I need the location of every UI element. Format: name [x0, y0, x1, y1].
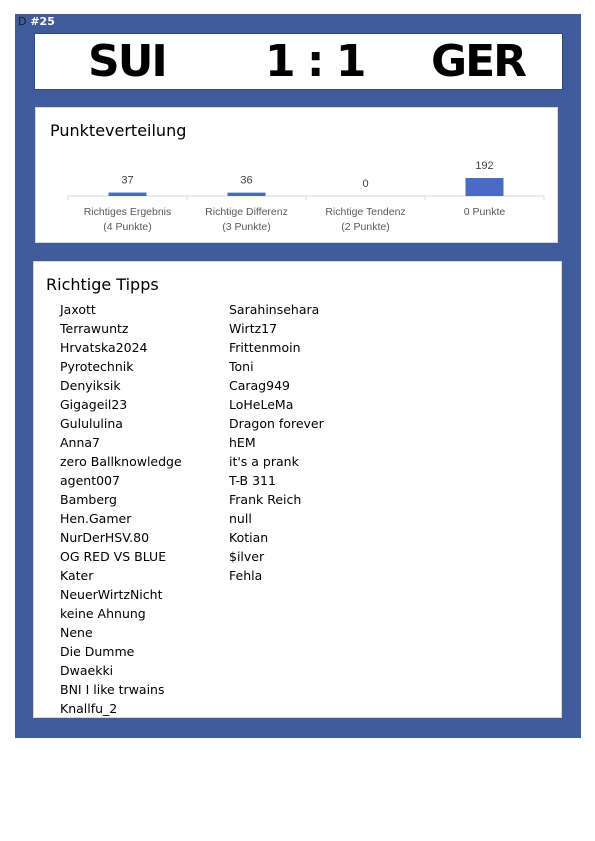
tip-name: Hrvatska2024 — [60, 340, 148, 355]
bar — [109, 193, 147, 196]
tip-name: Die Dumme — [60, 644, 135, 659]
tip-name: Carag949 — [229, 378, 290, 393]
distribution-panel — [35, 107, 558, 243]
tip-name: Sarahinsehara — [229, 302, 320, 317]
tips-panel — [33, 261, 562, 718]
tip-name: Dragon forever — [229, 416, 324, 431]
tip-name: Hen.Gamer — [60, 511, 132, 526]
tip-name: Nene — [60, 625, 93, 640]
match-id: #25 — [30, 15, 55, 28]
category-label: Richtige Differenz — [205, 206, 288, 218]
match-score: 1 : 1 — [265, 36, 365, 87]
tip-name: Pyrotechnik — [60, 359, 134, 374]
tip-name: keine Ahnung — [60, 606, 146, 621]
category-label: (2 Punkte) — [341, 221, 390, 233]
tip-name: null — [229, 511, 252, 526]
match-tag — [18, 15, 55, 28]
tip-name: it's a prank — [229, 454, 299, 469]
category-label: (3 Punkte) — [222, 221, 271, 233]
data-label: 36 — [240, 174, 253, 187]
category-label: (4 Punkte) — [103, 221, 152, 233]
tip-name: Gulululina — [60, 416, 123, 431]
tip-name: LoHeLeMa — [229, 397, 294, 412]
tip-name: Anna7 — [60, 435, 101, 450]
tip-name: Kotian — [229, 530, 269, 545]
tips-column-1 — [60, 300, 182, 718]
tip-name: NurDerHSV.80 — [60, 530, 150, 545]
match-id-prefix: D — [18, 15, 27, 28]
tip-name: Toni — [229, 359, 254, 374]
away-team: GER — [431, 36, 526, 87]
category-label: 0 Punkte — [463, 206, 506, 218]
category-label: Richtige Tendenz — [325, 206, 406, 218]
distribution-title: Punkteverteilung — [50, 121, 187, 140]
category-label: Richtiges Ergebnis — [83, 206, 172, 218]
tip-name: Wirtz17 — [229, 321, 278, 336]
scoreboard — [34, 33, 563, 90]
tip-name: BNI I like trwains — [60, 682, 165, 697]
data-label: 37 — [121, 174, 134, 187]
tip-name: Jaxott — [60, 302, 96, 317]
match-frame — [15, 14, 581, 738]
tip-name: Frank Reich — [229, 492, 302, 507]
tip-name: agent007 — [60, 473, 120, 488]
tip-name: Bamberg — [60, 492, 117, 507]
tip-name: zero Ballknowledge — [60, 454, 182, 469]
tip-name: NeuerWirtzNicht — [60, 587, 163, 602]
tip-name: Kater — [60, 568, 94, 583]
tip-name: T-B 311 — [229, 473, 276, 488]
tip-name: Terrawuntz — [60, 321, 129, 336]
home-team: SUI — [88, 36, 166, 87]
tips-column-2 — [229, 300, 324, 585]
tip-name: Knallfu_2 — [60, 701, 118, 716]
tip-name: Dwaekki — [60, 663, 114, 678]
tip-name: Fehla — [229, 568, 263, 583]
tip-name: Gigageil23 — [60, 397, 128, 412]
bar — [466, 178, 504, 196]
tip-name: Frittenmoin — [229, 340, 301, 355]
data-label: 192 — [475, 160, 494, 172]
bar — [228, 193, 266, 196]
tips-title: Richtige Tipps — [46, 275, 159, 294]
tip-name: hEM — [229, 435, 256, 450]
tip-name: OG RED VS BLUE — [60, 549, 167, 564]
distribution-chart — [36, 108, 557, 242]
tip-name: $ilver — [229, 549, 265, 564]
data-label: 0 — [362, 178, 369, 190]
tip-name: Denyiksik — [60, 378, 121, 393]
